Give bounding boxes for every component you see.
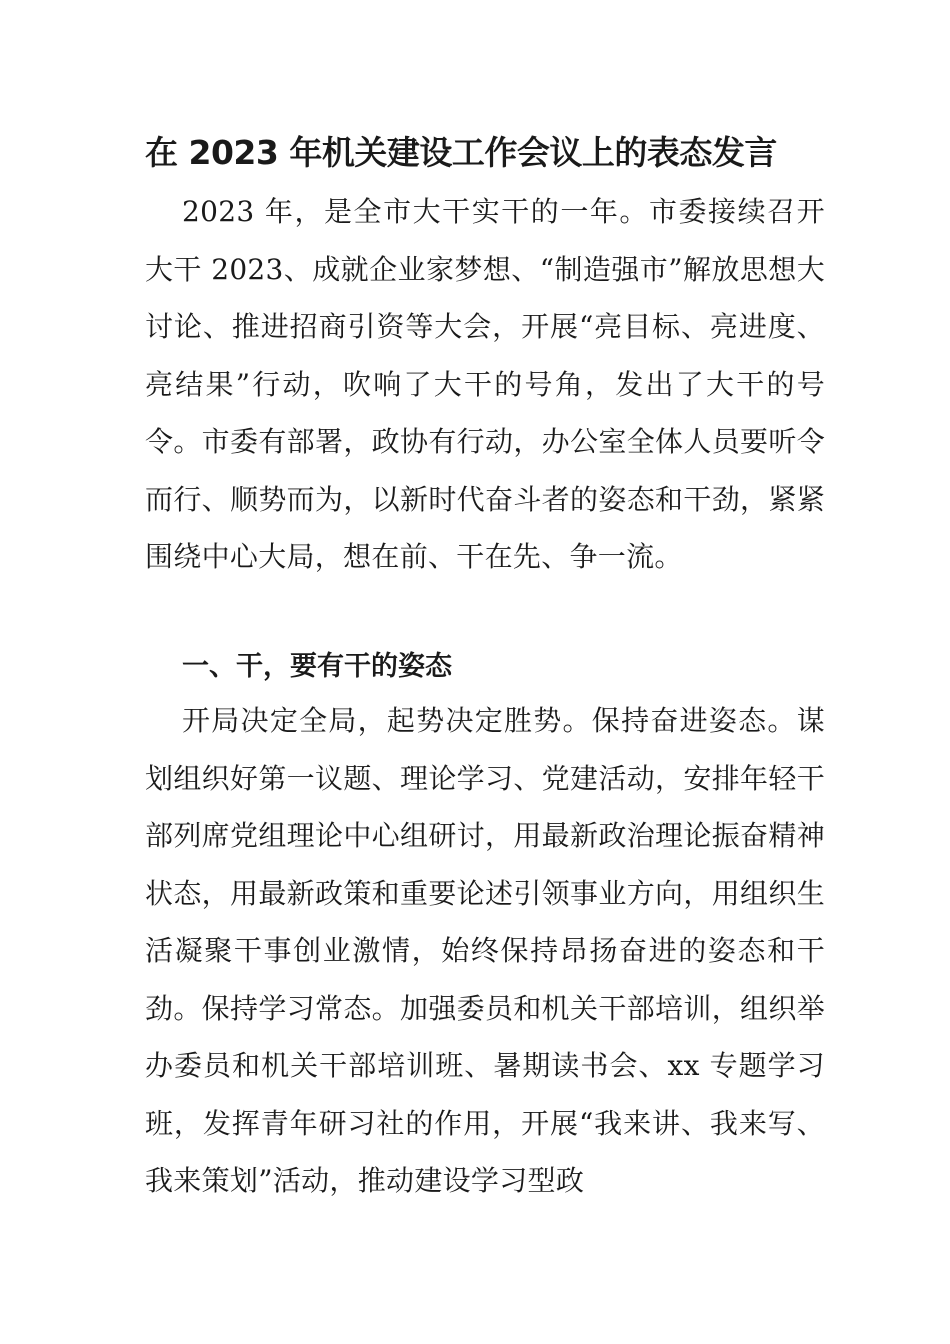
section-paragraph: 开局决定全局，起势决定胜势。保持奋进姿态。谋划组织好第一议题、理论学习、党建活动，安排年轻干部列席党组理论中心组研讨，用最新政治理论振奋精神状态，用最新政策和重要论述引领事业方向，用组织生活凝聚干事创业激情，始终保持昂扬奋进的姿态和干劲。保持学习常态。加强委员和机关干部培训，组织举办委员和机关干部培训班、暑期读书会、xx 专题学习班，发挥青年研习社的作用，开展“我来讲、我来写、我来策划”活动，推动建设学习型政: [145, 704, 825, 1197]
intro-paragraph: 2023 年，是全市大干实干的一年。市委接续召开大干 2023、成就企业家梦想、“制造强市”解放思想大讨论、推进招商引资等大会，开展“亮目标、亮进度、亮结果”行动，吹响了大干的号角，发出了大干的号令。市委有部署，政协有行动，办公室全体人员要听令而行、顺势而为，以新时代奋斗者的姿态和干劲，紧紧围绕中心大局，想在前、干在先、争一流。: [145, 195, 825, 573]
document-title: 在 2023 年机关建设工作会议上的表态发言: [145, 133, 777, 172]
section-heading: 一、干，要有干的姿态: [182, 651, 452, 682]
